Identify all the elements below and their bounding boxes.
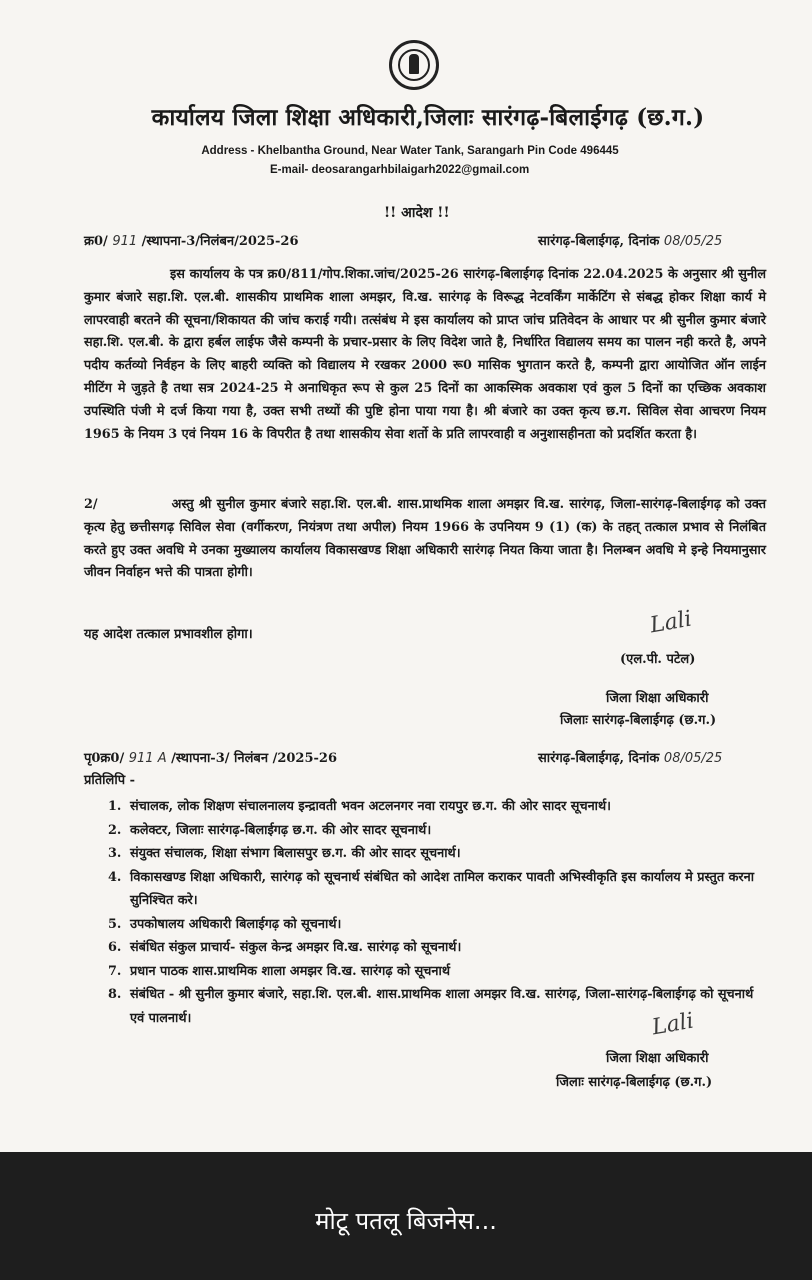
item-number: 6. xyxy=(108,940,122,955)
order-effective-note: यह आदेश तत्काल प्रभावशील होगा। xyxy=(84,627,253,642)
signatory-designation: जिला शिक्षा अधिकारी xyxy=(606,691,709,706)
item-number: 2. xyxy=(108,822,122,838)
paragraph-2-text: अस्तु श्री सुनील कुमार बंजारे सहा.शि. एल.बी. शास.प्राथमिक शाला अमझर वि.ख. सारंगढ़, जिला-सारंगढ़-बिलाईगढ़ को उक्त कृत्य हेतु छत्तीसगढ़ सिविल सेवा (वर्गीकरण, नियंत्रण तथा अपील) नियम 1966 के उपनियम 9 (1) (क) के तहत् तत्काल प्रभाव से निलंबित करते हुए उक्त अवधि मे उनका मुख्यालय कार्यालय विकासखण्ड शिक्षा अधिकारी सारंगढ़ नियत किया जाता है। निलम्बन अवधि मे इन्हे नियमानुसार जीवन निर्वाहन भत्ते की पात्रता होगी। xyxy=(84,497,766,581)
list-item xyxy=(108,795,768,819)
item-number: 4. xyxy=(108,869,122,885)
endorsement-ref-suffix: /स्थापना-3/ निलंबन /2025-26 xyxy=(171,751,338,766)
list-item xyxy=(108,842,768,866)
order-date-handwritten: 08/05/25 xyxy=(663,234,723,249)
item-number: 5. xyxy=(108,916,122,932)
signature-1-icon: Lali xyxy=(648,606,694,639)
place-date-label: सारंगढ़-बिलाईगढ़, दिनांक xyxy=(538,234,660,249)
ref-suffix: /स्थापना-3/निलंबन/2025-26 xyxy=(141,234,299,249)
item-text: संबंधित - श्री सुनील कुमार बंजारे, सहा.शि. एल.बी. शास.प्राथमिक शाला अमझर वि.ख. सारंगढ़, जिला-सारंगढ़-बिलाईगढ़ को सूचनार्थ एवं पालनार्थ। xyxy=(130,987,754,1026)
signatory-district: जिलाः सारंगढ़-बिलाईगढ़ (छ.ग.) xyxy=(560,713,717,728)
endorsement-place-date-label: सारंगढ़-बिलाईगढ़, दिनांक xyxy=(538,751,660,766)
item-text: संबंधित संकुल प्राचार्य- संकुल केन्द्र अमझर वि.ख. सारंगढ़ को सूचनार्थ। xyxy=(130,940,462,955)
order-paragraph-2 xyxy=(84,494,766,585)
item-text: प्रधान पाठक शास.प्राथमिक शाला अमझर वि.ख. सारंगढ़ को सूचनार्थ xyxy=(130,963,451,979)
paragraph-2-number: 2/ xyxy=(84,497,98,512)
list-item xyxy=(108,866,768,913)
signatory-2-designation: जिला शिक्षा अधिकारी xyxy=(606,1051,709,1066)
copy-to-label: प्रतिलिपि - xyxy=(84,773,136,788)
list-item xyxy=(108,936,768,960)
endorsement-reference xyxy=(84,748,337,766)
item-text: संचालक, लोक शिक्षण संचालनालय इन्द्रावती भवन अटलनगर नवा रायपुर छ.ग. की ओर सादर सूचनार्थ। xyxy=(130,799,612,814)
signatory-name: (एल.पी. पटेल) xyxy=(620,652,696,667)
order-paragraph-1: इस कार्यालय के पत्र क्र0/811/गोप.शिका.जांच/2025-26 सारंगढ़-बिलाईगढ़ दिनांक 22.04.2025 के अनुसार श्री सुनील कुमार बंजारे सहा.शि. एल.बी. शासकीय प्राथमिक शाला अमझर, वि.ख. सारंगढ़ के विरूद्ध नेटवर्किंग मार्केटिंग से संबद्ध होकर शिक्षा कार्य मे लापरवाही बरतने की सूचना/शिकायत की जांच कराई गयी। तत्संबंध मे इस कार्यालय को प्राप्त जांच प्रतिवेदन के आधार पर श्री सुनील कुमार बंजारे सहा.शि. एल.बी. के द्वारा हर्बल लाईफ जैसे कम्पनी के प्रचार-प्रसार के लिए विदेश जाते है, निर्धारित विद्यालय समय का पालन नही करते है, अपने पदीय कर्तव्यो निर्वहन के लिए बाहरी व्यक्ति को विद्यालय मे रखकर 2000 रू0 मासिक भुगतान करते है, कम्पनी द्वारा आयोजित ऑन लाईन मीटिंग मे जुड़ते है तथा सत्र 2024-25 मे अनाधिकृत रूप से कुल 25 दिनों का आकस्मिक अवकाश एवं कुल 5 दिनों का एच्छिक अवकाश उपस्थिति पंजी मे दर्ज किया गया है, उक्त सभी तथ्यों की पुष्टि होना पाया गया है। श्री बंजारे का उक्त कृत्य छ.ग. सिविल सेवा आचरण नियम 1965 के नियम 3 एवं नियम 16 के विपरीत है तथा शासकीय सेवा शर्तो के प्रति लापरवाही व अनुशासहीनता को प्रदर्शित करता है। xyxy=(84,267,766,442)
list-item xyxy=(108,913,768,937)
item-number: 3. xyxy=(108,846,122,861)
item-number: 8. xyxy=(108,987,122,1002)
endorsement-number-handwritten: 911 A xyxy=(128,751,167,766)
office-title: कार्यालय जिला शिक्षा अधिकारी,जिलाः सारंगढ़-बिलाईगढ़ (छ.ग.) xyxy=(151,104,705,131)
ref-number-handwritten: 911 xyxy=(112,234,138,249)
caption-text: मोटू पतलू बिजनेस... xyxy=(315,1207,497,1235)
order-title: !! आदेश !! xyxy=(384,205,450,221)
item-number: 7. xyxy=(108,963,122,979)
item-text: विकासखण्ड शिक्षा अधिकारी, सारंगढ़ को सूचनार्थ संबंधित को आदेश तामिल कराकर पावती अभिस्वीकृति इस कार्यालय मे प्रस्तुत करना सुनिश्चित करे। xyxy=(130,869,755,908)
order-reference xyxy=(84,231,299,249)
state-emblem-icon xyxy=(389,40,439,90)
signatory-2-district: जिलाः सारंगढ़-बिलाईगढ़ (छ.ग.) xyxy=(556,1075,713,1090)
order-place-date xyxy=(538,231,722,249)
item-number: 1. xyxy=(108,799,122,814)
list-item xyxy=(108,960,768,984)
ref-prefix: क्र0/ xyxy=(84,234,108,249)
item-text: उपकोषालय अधिकारी बिलाईगढ़ को सूचनार्थ। xyxy=(130,916,342,932)
copy-recipient-list xyxy=(108,795,768,1030)
office-email: E-mail- deosarangarhbilaigarh2022@gmail.com xyxy=(270,164,530,176)
item-text: संयुक्त संचालक, शिक्षा संभाग बिलासपुर छ.ग. की ओर सादर सूचनार्थ। xyxy=(130,846,461,861)
endorsement-place-date xyxy=(538,748,722,766)
caption-bar xyxy=(0,1152,812,1280)
item-text: कलेक्टर, जिलाः सारंगढ़-बिलाईगढ़ छ.ग. की ओर सादर सूचनार्थ। xyxy=(130,822,432,838)
signature-2-icon: Lali xyxy=(650,1008,696,1041)
office-address: Address - Khelbantha Ground, Near Water Tank, Sarangarh Pin Code 496445 xyxy=(201,145,619,157)
list-item xyxy=(108,819,768,843)
endorsement-ref-prefix: पृ0क्र0/ xyxy=(84,751,125,766)
endorsement-date-handwritten: 08/05/25 xyxy=(663,751,723,766)
